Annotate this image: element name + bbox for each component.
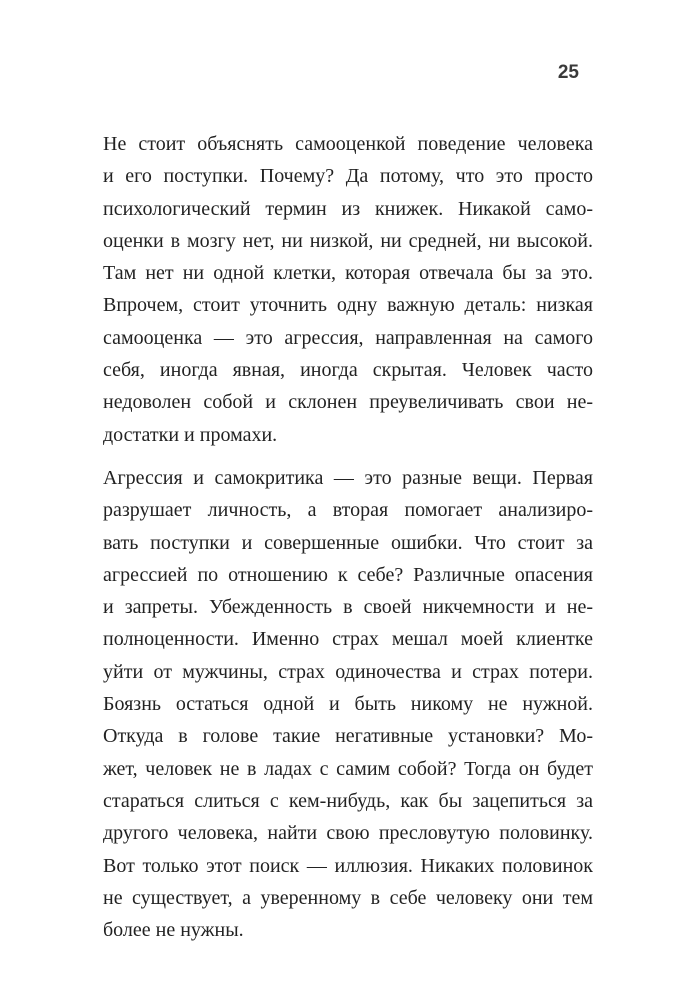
page-number: 25 xyxy=(557,62,579,83)
text-line: Агрессия и самокритика — это разные вещи. Первая xyxy=(103,467,593,489)
text-line: более не нужны. xyxy=(103,919,244,942)
text-line: и запреты. Убежденность в своей никчемности и не- xyxy=(103,596,593,619)
text-line: агрессией по отношению к себе? Различные опасения xyxy=(103,563,593,586)
text-line: вать поступки и совершенные ошибки. Что стоит за xyxy=(103,531,593,554)
text-line: жет, человек не в ладах с самим собой? Тогда он будет xyxy=(103,757,593,780)
text-line: Вот только этот поиск — иллюзия. Никаких половинок xyxy=(103,854,593,877)
text-line: Не стоит объяснять самооценкой поведение человека xyxy=(103,133,593,155)
text-line: и его поступки. Почему? Да потому, что это просто xyxy=(103,165,593,188)
text-line: не существует, а уверенному в себе человеку они тем xyxy=(103,886,593,909)
text-line: Боязнь остаться одной и быть никому не нужной. xyxy=(103,693,593,716)
text-line: психологический термин из книжек. Никакой само- xyxy=(103,197,593,220)
text-line: разрушает личность, а вторая помогает анализиро- xyxy=(103,499,593,522)
paragraph-2 xyxy=(103,462,593,946)
text-line: Там нет ни одной клетки, которая отвечала бы за это. xyxy=(103,262,593,285)
text-line: Впрочем, стоит уточнить одну важную деталь: низкая xyxy=(103,294,593,317)
text-line: стараться слиться с кем-нибудь, как бы зацепиться за xyxy=(103,789,593,812)
text-line: недоволен собой и склонен преувеличивать свои не- xyxy=(103,391,593,414)
text-line: оценки в мозгу нет, ни низкой, ни средней, ни высокой. xyxy=(103,229,593,252)
text-line: достатки и промахи. xyxy=(103,423,278,446)
text-line: Откуда в голове такие негативные установки? Мо- xyxy=(103,725,593,748)
text-line: другого человека, найти свою пресловутую половинку. xyxy=(103,822,593,845)
text-line: уйти от мужчины, страх одиночества и страх потери. xyxy=(103,660,593,683)
text-line: самооценка — это агрессия, направленная на самого xyxy=(103,326,593,349)
text-line: полноценности. Именно страх мешал моей клиентке xyxy=(103,628,593,651)
text-line: себя, иногда явная, иногда скрытая. Человек часто xyxy=(103,359,593,382)
paragraph-1 xyxy=(103,128,593,451)
